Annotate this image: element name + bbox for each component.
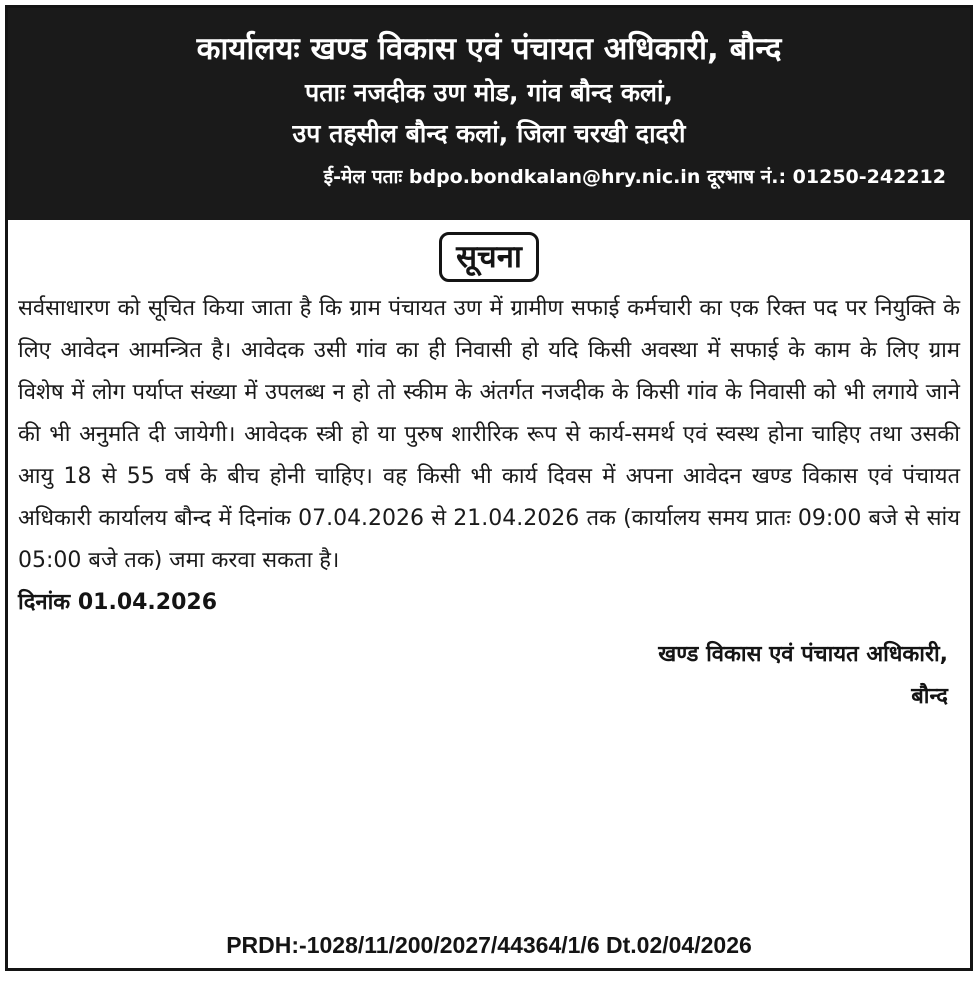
office-header (8, 8, 970, 220)
office-title: कार्यालयः खण्ड विकास एवं पंचायत अधिकारी, बौन्द (196, 31, 782, 67)
notice-title: सूचना (439, 232, 539, 282)
signatory-place: बौन्द (911, 684, 948, 709)
address-line-1: पताः नजदीक उण मोड, गांव बौन्द कलां, (305, 78, 673, 107)
contact-line: ई-मेल पताः bdpo.bondkalan@hry.nic.in दूरभाष नं.: 01250-242212 (323, 166, 946, 188)
signatory-block (18, 634, 960, 718)
notice-date: दिनांक 01.04.2026 (18, 590, 218, 615)
prdh-reference: PRDH:-1028/11/200/2027/44364/1/6 Dt.02/04/2026 (226, 932, 752, 958)
notice-body (8, 232, 970, 718)
address-line-2: उप तहसील बौन्द कलां, जिला चरखी दादरी (292, 119, 686, 148)
notice-title-wrap (18, 232, 960, 288)
notice-advertisement (5, 5, 973, 971)
notice-paragraph: सर्वसाधारण को सूचित किया जाता है कि ग्राम पंचायत उण में ग्रामीण सफाई कर्मचारी का एक रिक्त पद पर नियुक्ति के लिए आवेदन आमन्त्रित है। आवेदक उसी गांव का ही निवासी हो यदि किसी अवस्था में सफाई के काम के लिए ग्राम विशेष में लोग पर्याप्त संख्या में उपलब्ध न हो तो स्कीम के अंतर्गत नजदीक के किसी गांव के निवासी को भी लगाये जाने की भी अनुमति दी जायेगी। आवेदक स्त्री हो या पुरुष शारीरिक रूप से कार्य-समर्थ एवं स्वस्थ होना चाहिए तथा उसकी आयु 18 से 55 वर्ष के बीच होनी चाहिए। वह किसी भी कार्य दिवस में अपना आवेदन खण्ड विकास एवं पंचायत अधिकारी कार्यालय बौन्द में दिनांक 07.04.2026 से 21.04.2026 तक (कार्यालय समय प्रातः 09:00 बजे से सांय 05:00 बजे तक) जमा करवा सकता है। (18, 296, 960, 573)
signatory-title: खण्ड विकास एवं पंचायत अधिकारी, (658, 642, 948, 667)
